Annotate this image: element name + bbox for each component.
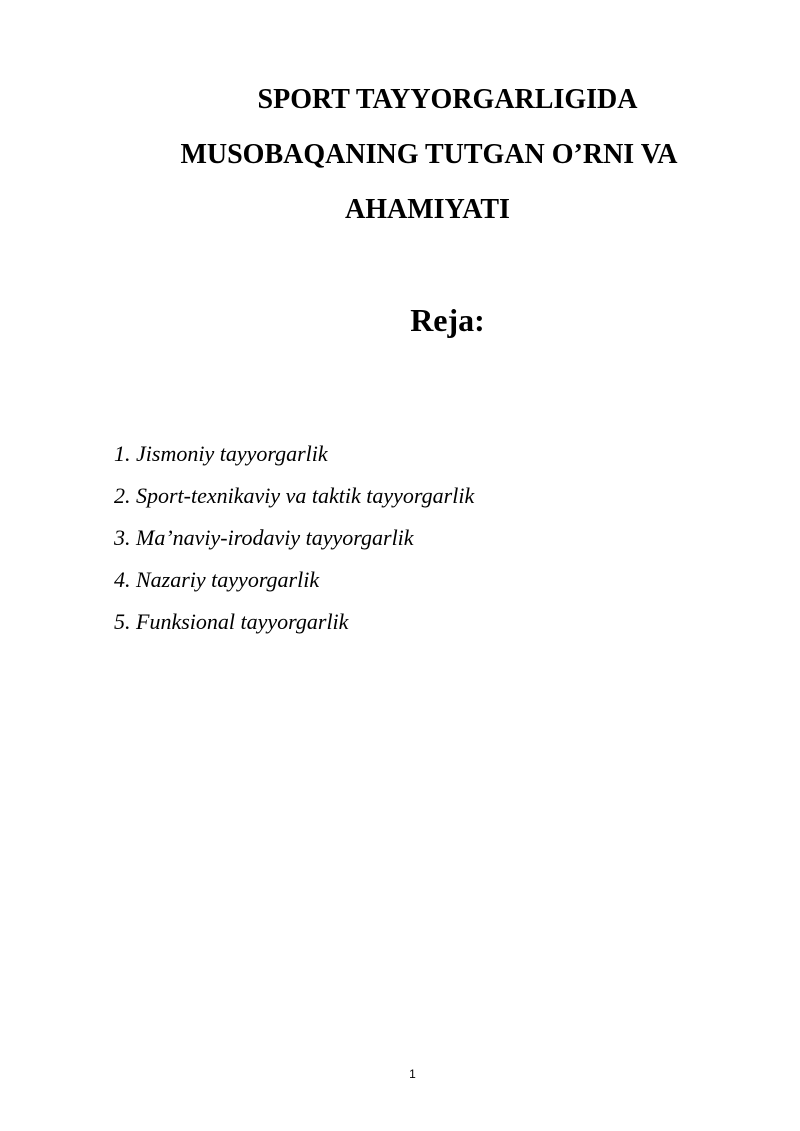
plan-item-5: 5. Funksional tayyorgarlik	[114, 609, 349, 634]
plan-heading: Reja:	[410, 302, 485, 338]
title-line-2: MUSOBAQANING TUTGAN O’RNI VA	[180, 139, 678, 170]
plan-list	[114, 433, 474, 643]
title-line-3: AHAMIYATI	[345, 194, 510, 225]
title-line-1: SPORT TAYYORGARLIGIDA	[257, 84, 638, 115]
plan-item-4: 4. Nazariy tayyorgarlik	[114, 567, 320, 592]
page-number: 1	[409, 1067, 416, 1081]
plan-item-1: 1. Jismoniy tayyorgarlik	[114, 441, 328, 466]
plan-item-3: 3. Ma’naviy-irodaviy tayyorgarlik	[114, 525, 414, 550]
plan-item-2: 2. Sport-texnikaviy va taktik tayyorgarlik	[114, 483, 475, 508]
document-title	[0, 72, 800, 237]
